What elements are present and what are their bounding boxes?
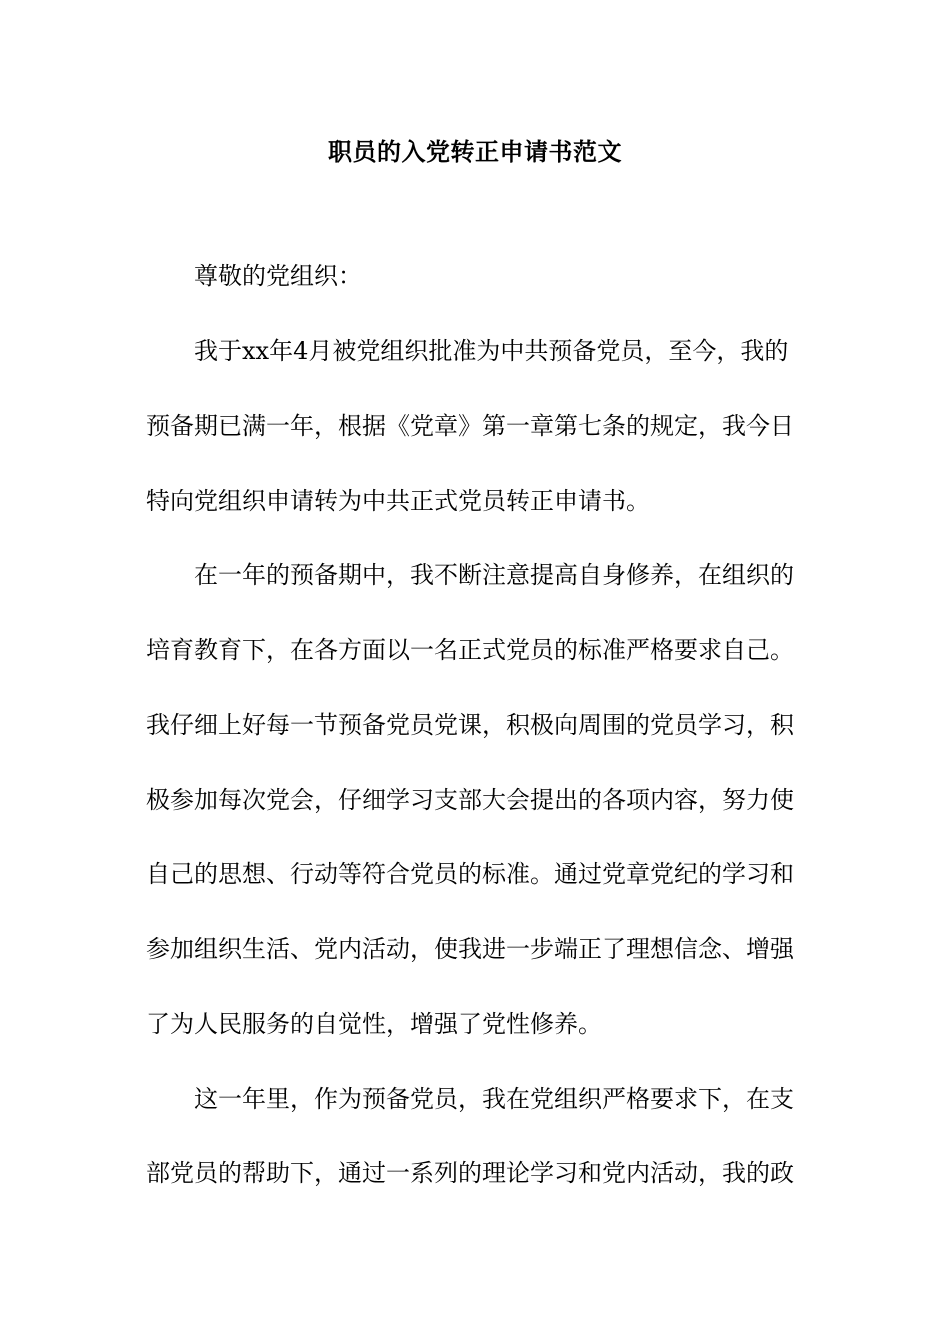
- paragraph-2-line-6: 参加组织生活、党内活动，使我进一步端正了理想信念、增强: [146, 935, 794, 963]
- paragraph-2-line-2: 培育教育下，在各方面以一名正式党员的标准严格要求自己。: [146, 636, 794, 664]
- paragraph-2-line-7: 了为人民服务的自觉性，增强了党性修养。: [146, 1010, 602, 1038]
- paragraph-1-line-2: 预备期已满一年，根据《党章》第一章第七条的规定，我今日: [146, 412, 794, 440]
- salutation: 尊敬的党组织：: [194, 262, 362, 290]
- paragraph-2-line-1: 在一年的预备期中，我不断注意提高自身修养，在组织的: [194, 561, 794, 589]
- paragraph-3-line-1: 这一年里，作为预备党员，我在党组织严格要求下，在支: [194, 1085, 794, 1113]
- paragraph-2-line-4: 极参加每次党会，仔细学习支部大会提出的各项内容，努力使: [146, 786, 794, 814]
- paragraph-2-line-3: 我仔细上好每一节预备党员党课，积极向周围的党员学习，积: [146, 711, 794, 739]
- paragraph-1-line-3: 特向党组织申请转为中共正式党员转正申请书。: [146, 487, 650, 515]
- paragraph-3-line-2: 部党员的帮助下，通过一系列的理论学习和党内活动，我的政: [146, 1159, 794, 1187]
- paragraph-2-line-5: 自己的思想、行动等符合党员的标准。通过党章党纪的学习和: [146, 860, 794, 888]
- document-title: 职员的入党转正申请书范文: [328, 137, 622, 166]
- paragraph-1-line-1: 我于xx年4月被党组织批准为中共预备党员，至今，我的: [194, 337, 789, 365]
